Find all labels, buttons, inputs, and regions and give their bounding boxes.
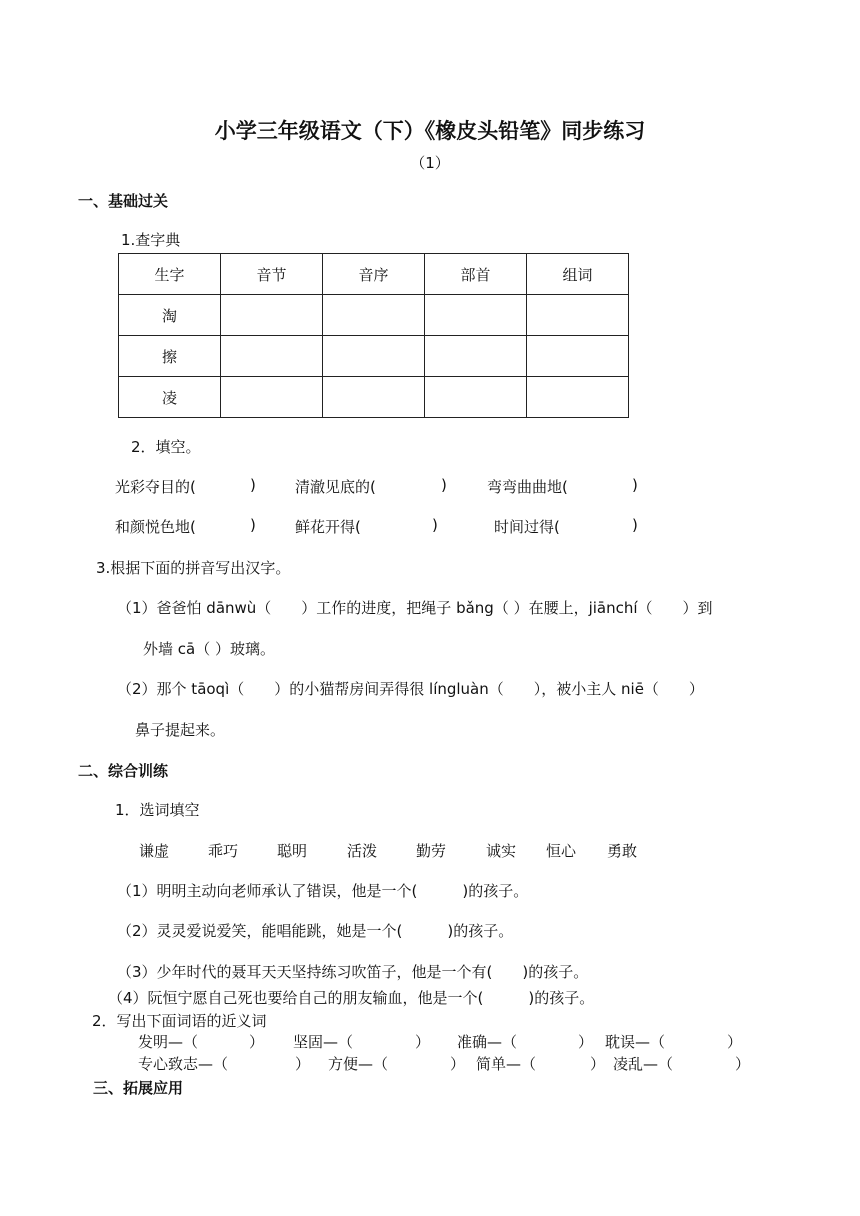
dictionary-table [118, 253, 629, 418]
choice-sentence-2: （2）灵灵爱说爱笑，能唱能跳，她是一个( )的孩子。 [117, 922, 514, 940]
q2-label: 2．填空。 [131, 438, 201, 456]
answer-cell[interactable] [425, 295, 527, 336]
table-row [119, 377, 629, 418]
synonym-blank-close[interactable]: ） [727, 1033, 743, 1051]
table-row [119, 336, 629, 377]
header-cell: 生字 [119, 254, 221, 295]
synonym-prompt: 方便—（ [328, 1055, 389, 1073]
synonym-blank-close[interactable]: ） [578, 1033, 594, 1051]
synonym-blank-close[interactable]: ） [295, 1055, 311, 1073]
answer-cell[interactable] [221, 377, 323, 418]
word-option: 诚实 [486, 842, 517, 860]
character-cell: 凌 [119, 377, 221, 418]
word-option: 勇敢 [607, 842, 638, 860]
fill-prompt: 鲜花开得( [295, 518, 361, 536]
answer-cell[interactable] [527, 295, 629, 336]
fill-blank-close[interactable]: ) [632, 516, 638, 534]
word-option: 乖巧 [208, 842, 239, 860]
answer-cell[interactable] [323, 295, 425, 336]
word-option: 恒心 [546, 842, 577, 860]
section-3-heading: 三、拓展应用 [93, 1079, 184, 1097]
answer-cell[interactable] [221, 336, 323, 377]
answer-cell[interactable] [425, 336, 527, 377]
fill-prompt: 清澈见底的( [295, 478, 376, 496]
synonym-blank-close[interactable]: ） [450, 1055, 466, 1073]
header-cell: 音序 [323, 254, 425, 295]
fill-blank-close[interactable]: ) [432, 516, 438, 534]
s2-q2-label: 2．写出下面词语的近义词 [92, 1012, 267, 1030]
synonym-prompt: 凌乱—（ [613, 1055, 674, 1073]
page-subtitle: （1） [410, 154, 450, 172]
choice-sentence-1: （1）明明主动向老师承认了错误，他是一个( )的孩子。 [117, 882, 529, 900]
pinyin-sentence-1-cont: 外墙 cā（ ）玻璃。 [143, 640, 275, 658]
fill-blank-close[interactable]: ) [632, 476, 638, 494]
synonym-prompt: 耽误—（ [605, 1033, 666, 1051]
choice-sentence-3: （3）少年时代的聂耳天天坚持练习吹笛子，他是一个有( )的孩子。 [117, 963, 589, 981]
q3-label: 3.根据下面的拼音写出汉字。 [96, 559, 291, 577]
answer-cell[interactable] [425, 377, 527, 418]
synonym-prompt: 专心致志—（ [138, 1055, 229, 1073]
word-option: 活泼 [347, 842, 378, 860]
character-cell: 擦 [119, 336, 221, 377]
synonym-blank-close[interactable]: ） [415, 1033, 431, 1051]
choice-sentence-4: （4）阮恒宁愿自己死也要给自己的朋友输血，他是一个( )的孩子。 [108, 989, 595, 1007]
fill-prompt: 和颜悦色地( [115, 518, 196, 536]
answer-cell[interactable] [323, 336, 425, 377]
pinyin-sentence-1: （1）爸爸怕 dānwù（ ）工作的进度，把绳子 bǎng（ ）在腰上，jiānchí（ ）到 [117, 599, 713, 617]
synonym-blank-close[interactable]: ） [735, 1055, 751, 1073]
s2-q1-label: 1．选词填空 [115, 801, 200, 819]
page-title: 小学三年级语文（下）《橡皮头铅笔》同步练习 [214, 119, 646, 143]
fill-prompt: 时间过得( [494, 518, 560, 536]
header-cell: 部首 [425, 254, 527, 295]
answer-cell[interactable] [323, 377, 425, 418]
word-option: 谦虚 [139, 842, 170, 860]
pinyin-sentence-2: （2）那个 tāoqì（ ）的小猫帮房间弄得很 língluàn（ ），被小主人 niē（ ） [117, 680, 704, 698]
table-header-row [119, 254, 629, 295]
fill-blank-close[interactable]: ) [441, 476, 447, 494]
table-row [119, 295, 629, 336]
pinyin-sentence-2-cont: 鼻子提起来。 [135, 721, 226, 739]
word-option: 聪明 [277, 842, 308, 860]
word-option: 勤劳 [416, 842, 447, 860]
answer-cell[interactable] [527, 336, 629, 377]
header-cell: 音节 [221, 254, 323, 295]
fill-prompt: 光彩夺目的( [115, 478, 196, 496]
answer-cell[interactable] [527, 377, 629, 418]
synonym-prompt: 准确—（ [457, 1033, 518, 1051]
synonym-blank-close[interactable]: ） [590, 1055, 606, 1073]
fill-blank-close[interactable]: ) [250, 476, 256, 494]
synonym-blank-close[interactable]: ） [249, 1033, 265, 1051]
section-2-heading: 二、综合训练 [78, 762, 169, 780]
header-cell: 组词 [527, 254, 629, 295]
synonym-prompt: 简单—（ [476, 1055, 537, 1073]
q1-label: 1.查字典 [121, 231, 181, 249]
synonym-prompt: 坚固—（ [293, 1033, 354, 1051]
fill-prompt: 弯弯曲曲地( [487, 478, 568, 496]
character-cell: 淘 [119, 295, 221, 336]
fill-blank-close[interactable]: ) [250, 516, 256, 534]
answer-cell[interactable] [221, 295, 323, 336]
synonym-prompt: 发明—（ [138, 1033, 199, 1051]
section-1-heading: 一、基础过关 [78, 192, 169, 210]
